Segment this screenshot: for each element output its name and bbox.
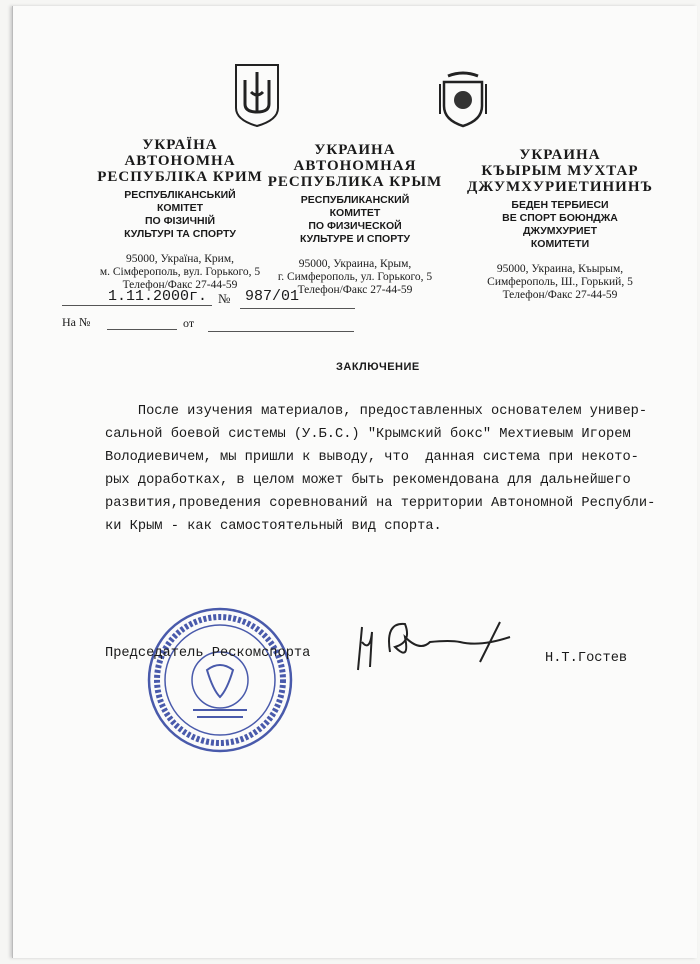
header-right-title-2: КЪЫРЫМ МУХТАР (481, 163, 639, 179)
header-center-address-1: 95000, Украина, Крым, (298, 258, 412, 270)
header-center-committee-4: КУЛЬТУРЕ И СПОРТУ (299, 233, 411, 245)
header-center-committee-2: КОМИТЕТ (329, 207, 381, 219)
header-left-committee-3: ПО ФІЗИЧНІЙ (144, 215, 216, 227)
header-center-committee-3: ПО ФИЗИЧЕСКОЙ (308, 220, 402, 232)
document-body (105, 400, 655, 538)
body-line-4: рых доработках, в целом может быть рекомендована для дальнейшего (105, 473, 631, 488)
body-line-5: развития,проведения соревнований на территории Автономной Республи- (105, 496, 656, 511)
registry-number: 987/01 (245, 288, 300, 305)
signatory-position: Председатель Рескомспорта (105, 646, 311, 661)
header-center-column (250, 142, 460, 297)
header-left-title-3: РЕСПУБЛІКА КРИМ (97, 169, 263, 185)
header-center-address-2: г. Симферополь, ул. Горького, 5 (277, 271, 433, 283)
header-right-committee-3: ДЖУМХУРИЕТ (522, 225, 597, 237)
official-stamp (145, 605, 295, 755)
ukraine-trident-emblem-icon (233, 62, 281, 128)
header-left-committee-1: РЕСПУБЛІКАНСЬКИЙ (124, 189, 236, 201)
handwritten-signature (350, 612, 525, 677)
header-left-committee-4: КУЛЬТУРІ ТА СПОРТУ (124, 228, 236, 240)
header-left-address-2: м. Сімферополь, вул. Горького, 5 (99, 266, 261, 278)
registry-date: 1.11.2000г. (108, 288, 208, 305)
header-center-address-3: Телефон/Факс 27-44-59 (297, 284, 413, 296)
header-left-title-1: УКРАЇНА (142, 137, 218, 153)
reference-label: На № (62, 315, 91, 329)
header-center-title-3: РЕСПУБЛИКА КРЫМ (267, 174, 443, 190)
body-line-1: После изучения материалов, предоставленных основателем универ- (105, 404, 648, 419)
header-right-committee-2: ВЕ СПОРТ БОЮНДЖА (502, 212, 618, 224)
body-line-3: Володиевичем, мы пришли к выводу, что данная система при некото- (105, 450, 639, 465)
header-right-committee-1: БЕДЕН ТЕРБИЕСИ (511, 199, 609, 211)
reference-number-line (107, 329, 177, 330)
registry-number-label: № (218, 291, 231, 306)
header-right-title-3: ДЖУМХУРИЕТИНИНЪ (467, 179, 653, 195)
header-right-address-2: Симферополь, Ш., Горький, 5 (487, 276, 633, 288)
header-left-title-2: АВТОНОМНА (124, 153, 236, 169)
header-left-address-1: 95000, Україна, Крим, (125, 253, 234, 265)
header-right-address-3: Телефон/Факс 27-44-59 (502, 289, 618, 301)
header-left-committee-2: КОМІТЕТ (156, 202, 204, 214)
reference-from-label: от (183, 316, 195, 330)
number-underline (240, 308, 355, 309)
body-line-6: ки Крым - как самостоятельный вид спорта. (105, 519, 442, 534)
header-left-address-3: Телефон/Факс 27-44-59 (122, 279, 238, 291)
reference-date-line (208, 331, 354, 332)
header-right-title-1: УКРАИНА (519, 147, 601, 163)
document-title: ЗАКЛЮЧЕНИЕ (336, 361, 420, 373)
date-underline (62, 305, 212, 306)
header-right-column (450, 147, 670, 302)
crimea-emblem-icon (438, 70, 488, 128)
header-center-title-1: УКРАИНА (314, 142, 396, 158)
header-center-title-2: АВТОНОМНАЯ (293, 158, 417, 174)
body-line-2: сальной боевой системы (У.Б.С.) "Крымский бокс" Мехтиевым Игорем (105, 427, 631, 442)
signatory-name: Н.Т.Гостев (545, 651, 628, 666)
header-right-committee-4: КОМИТЕТИ (530, 238, 590, 250)
header-right-address-1: 95000, Украина, Къырым, (496, 263, 624, 275)
header-center-committee-1: РЕСПУБЛИКАНСКИЙ (300, 194, 410, 206)
